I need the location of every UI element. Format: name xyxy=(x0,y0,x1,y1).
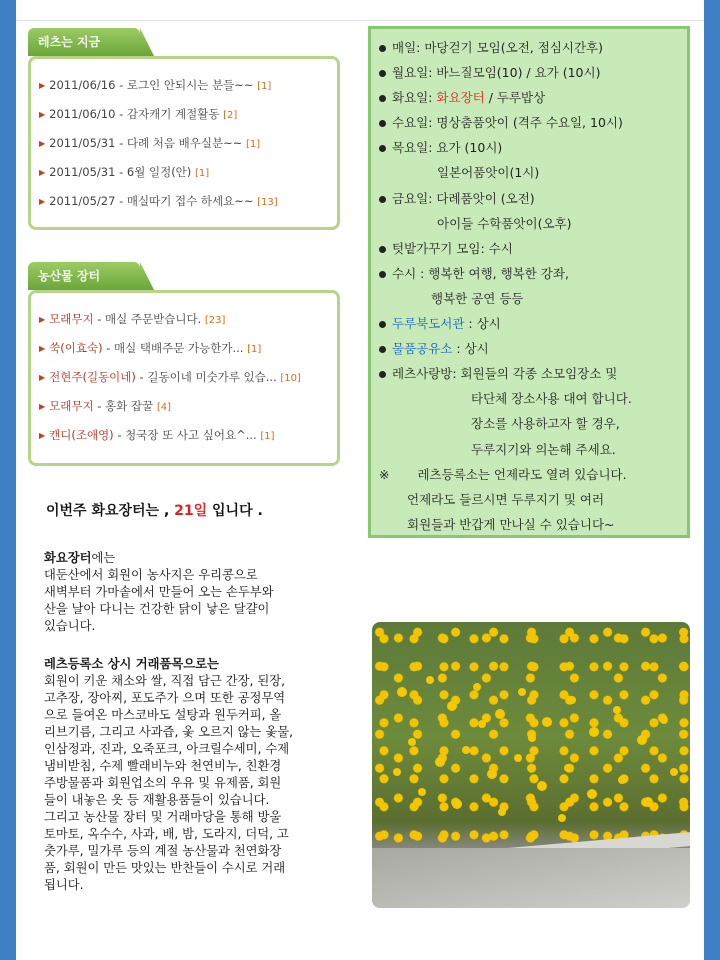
arrow-bullet-icon: ▶ xyxy=(39,81,46,90)
schedule-garden: 텃밭가꾸기 모임: 수시 xyxy=(379,236,687,261)
text-line: 인삼정과, 진과, 오죽포크, 아크릴수세미, 수제 xyxy=(44,742,290,756)
bullet-dot-icon xyxy=(379,120,386,127)
bullet-dot-icon xyxy=(379,70,386,77)
schedule-friday: 금요일: 다례품앗이 (오전) xyxy=(379,186,687,211)
schedule-tuesday: 화요일: 화요장터 / 두루밥상 xyxy=(379,85,687,110)
road xyxy=(372,848,690,908)
bullet-dot-icon xyxy=(379,346,386,353)
text-line: 새벽부터 가마솥에서 만들어 오는 손두부와 xyxy=(44,585,274,599)
market-tab[interactable]: 농산물 장터 xyxy=(28,262,140,290)
tuesday-heading: 화요장터에는 xyxy=(44,551,116,565)
bullet-dot-icon xyxy=(379,45,386,52)
list-item[interactable]: ▶ 캔디(조애영) - 청국장 또 사고 싶어요^... [1] xyxy=(39,428,275,442)
bullet-dot-icon xyxy=(379,371,386,378)
schedule-room: 레츠사랑방: 회원들의 각종 소모임장소 및 xyxy=(379,361,687,386)
arrow-bullet-icon: ▶ xyxy=(39,168,46,177)
bullet-dot-icon xyxy=(379,95,386,102)
schedule-share: 물품공유소 : 상시 xyxy=(379,336,687,361)
bullet-dot-icon xyxy=(379,321,386,328)
list-item[interactable]: ▶ 2011/05/31 - 다례 처음 배우실분~~ [1] xyxy=(39,136,261,150)
arrow-bullet-icon: ▶ xyxy=(39,139,46,148)
list-item[interactable]: ▶ 모래무지 - 홍화 잡꿀 [4] xyxy=(39,399,171,413)
schedule-note: ※ 레츠등록소는 언제라도 열려 있습니다. xyxy=(379,466,627,482)
list-item[interactable]: ▶ 2011/06/16 - 로그인 안되시는 분들~~ [1] xyxy=(39,78,272,92)
text-line: 리브기름, 그리고 사과즙, 옻 오르지 않는 옻물, xyxy=(44,725,293,739)
registry-text xyxy=(44,656,354,894)
text-line: 있습니다. xyxy=(44,619,96,633)
schedule-panel xyxy=(368,26,690,538)
schedule-monday: 월요일: 바느질모임(10) / 요가 (10시) xyxy=(379,60,687,85)
schedule-room-2: 타단체 장소사용 대여 합니다. xyxy=(471,391,632,407)
schedule-note-2: 언제라도 들르시면 두루지기 및 여러 xyxy=(407,491,605,507)
text-line: 회원이 키운 채소와 쌀, 직접 담근 간장, 된장, xyxy=(44,674,286,688)
list-item[interactable]: ▶ 쑥(이효숙) - 매실 택배주문 가능한가... [1] xyxy=(39,341,262,355)
schedule-anytime: 수시 : 행복한 여행, 행복한 강좌, xyxy=(379,261,687,286)
text-line: 으로 들여온 마스코바도 설탕과 원두커피, 올 xyxy=(44,708,282,722)
text-line: 대둔산에서 회원이 농사지은 우리콩으로 xyxy=(44,568,258,582)
text-line: 주방물품과 회원업소의 우유 및 유제품, 회원 xyxy=(44,776,282,790)
schedule-anytime-2: 행복한 공연 등등 xyxy=(431,290,524,306)
list-item[interactable]: ▶ 2011/05/31 - 6월 일정(안) [1] xyxy=(39,165,210,179)
top-band xyxy=(16,0,704,21)
text-line: 고추장, 장아찌, 포도주가 으며 또한 공정무역 xyxy=(44,691,286,705)
schedule-note-3: 회원들과 반갑게 만나실 수 있습니다~ xyxy=(407,516,615,532)
arrow-bullet-icon: ▶ xyxy=(39,373,46,382)
schedule-library: 두루북도서관 : 상시 xyxy=(379,311,687,336)
text-line: 그리고 농산물 장터 및 거래마당을 통해 방울 xyxy=(44,810,282,824)
text-line: 들이 내놓은 옷 등 재활용품들이 있습니다. xyxy=(44,793,270,807)
arrow-bullet-icon: ▶ xyxy=(39,431,46,440)
list-item[interactable]: ▶ 2011/05/27 - 매실따기 접수 하세요~~ [13] xyxy=(39,194,278,208)
bullet-dot-icon xyxy=(379,145,386,152)
tuesday-market-text xyxy=(44,550,354,635)
schedule-room-3: 장소를 사용하고자 할 경우, xyxy=(471,416,620,432)
list-item[interactable]: ▶ 전현주(길동이네) - 길동이네 미숫가루 있습... [10] xyxy=(39,370,301,384)
list-item[interactable]: ▶ 모래무지 - 매실 주문받습니다. [23] xyxy=(39,312,226,326)
news-box xyxy=(28,56,340,230)
arrow-bullet-icon: ▶ xyxy=(39,315,46,324)
text-line: 토마토, 옥수수, 사과, 배, 밤, 도라지, 더덕, 고 xyxy=(44,827,289,841)
market-list xyxy=(31,293,337,450)
schedule-daily: 매일: 마당걷기 모임(오전, 점심시간후) xyxy=(379,35,687,60)
list-item[interactable]: ▶ 2011/06/10 - 감자캐기 계절활동 [2] xyxy=(39,107,238,121)
news-list xyxy=(31,59,337,216)
text-line: 춧가루, 밀가루 등의 계절 농산물과 천연화장 xyxy=(44,844,282,858)
page xyxy=(16,0,704,960)
arrow-bullet-icon: ▶ xyxy=(39,197,46,206)
news-tab[interactable]: 레츠는 지금 xyxy=(28,28,140,56)
registry-heading: 레츠등록소 상시 거래품목으로는 xyxy=(44,657,219,671)
flowers-drawing xyxy=(382,662,682,832)
flower-garden-photo xyxy=(372,622,690,908)
schedule-friday-2: 아이들 수학품앗이(오후) xyxy=(437,215,572,231)
announcement: 이번주 화요장터는 , 21일 입니다 . xyxy=(46,503,263,519)
text-line: 품, 회원이 만든 맛있는 반찬들이 수시로 거래 xyxy=(44,861,286,875)
bullet-dot-icon xyxy=(379,196,386,203)
market-box xyxy=(28,290,340,466)
schedule-thursday: 목요일: 요가 (10시) xyxy=(379,135,687,160)
bullet-dot-icon xyxy=(379,271,386,278)
arrow-bullet-icon: ▶ xyxy=(39,402,46,411)
bullet-dot-icon xyxy=(379,246,386,253)
schedule-thursday-2: 일본어품앗이(1시) xyxy=(437,165,540,181)
schedule-wednesday: 수요일: 명상춤품앗이 (격주 수요일, 10시) xyxy=(379,110,687,135)
schedule-room-4: 두루지기와 의논해 주세요. xyxy=(471,441,616,457)
arrow-bullet-icon: ▶ xyxy=(39,344,46,353)
text-line: 냄비받침, 수제 빨래비누와 천연비누, 친환경 xyxy=(44,759,282,773)
arrow-bullet-icon: ▶ xyxy=(39,110,46,119)
text-line: 산을 날아 다니는 건강한 닭이 낳은 달걀이 xyxy=(44,602,270,616)
text-line: 됩니다. xyxy=(44,878,84,892)
